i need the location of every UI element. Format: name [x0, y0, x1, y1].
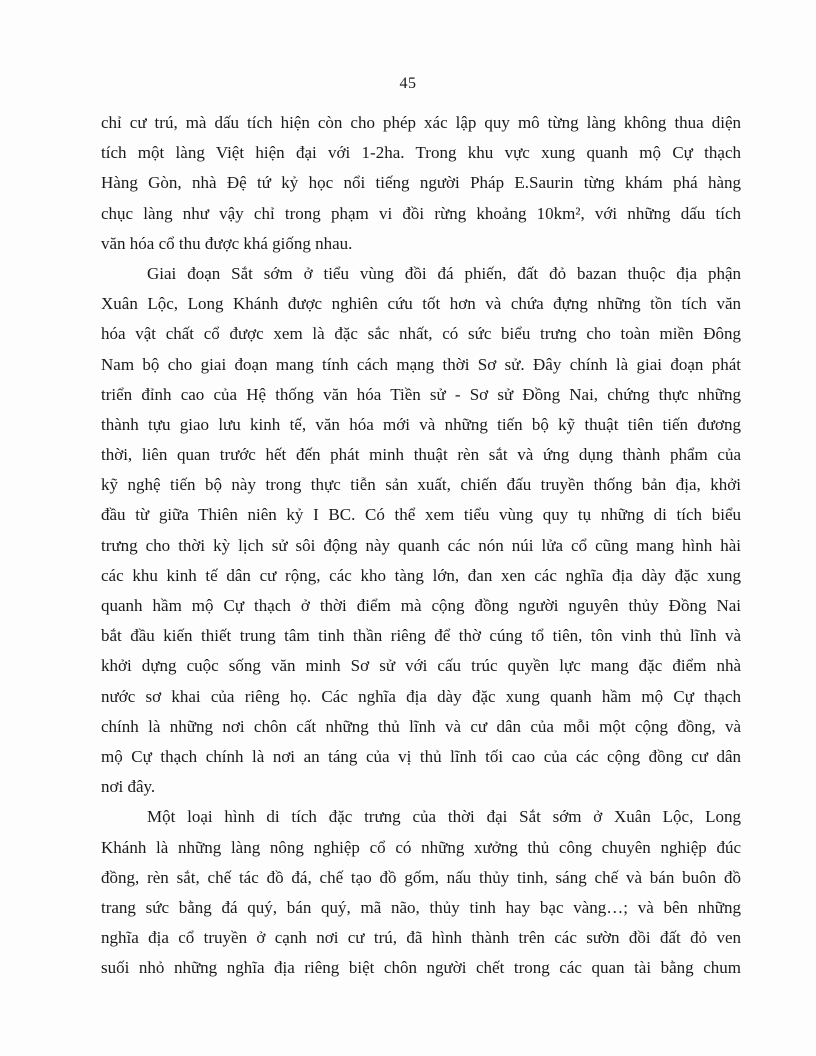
text-line: tích một làng Việt hiện đại với 1-2ha. Trong khu vực xung quanh mộ Cự thạch: [101, 143, 741, 163]
paragraph-2: [101, 259, 741, 802]
text-line: Nam bộ cho giai đoạn mang tính cách mạng thời Sơ sử. Đây chính là giai đoạn phát: [101, 354, 741, 374]
text-line: chính là những nơi chôn cất những thủ lĩnh và cư dân của mỗi một cộng đồng, và: [101, 716, 741, 736]
text-line: Khánh là những làng nông nghiệp cổ có những xưởng thủ công chuyên nghiệp đúc: [101, 837, 741, 857]
text-line: thành tựu giao lưu kinh tế, văn hóa mới và những tiến bộ kỹ thuật tiên tiến đương: [101, 414, 741, 434]
text-line: Giai đoạn Sắt sớm ở tiểu vùng đồi đá phiến, đất đỏ bazan thuộc địa phận: [147, 263, 741, 283]
text-line: suối nhỏ những nghĩa địa riêng biệt chôn người chết trong các quan tài bằng chum: [101, 958, 741, 978]
text-line: đầu từ giữa Thiên niên kỷ I BC. Có thể xem tiểu vùng quy tụ những di tích biểu: [101, 505, 741, 525]
page-number: 45: [399, 75, 417, 92]
text-line: trưng cho thời kỳ lịch sử sôi động này quanh các nón núi lửa cổ cũng mang hình hài: [101, 535, 741, 555]
text-line: nơi đây.: [101, 777, 156, 797]
text-line: đồng, rèn sắt, chế tác đồ đá, chế tạo đồ gốm, nấu thủy tinh, sáng chế và bán buôn đồ: [101, 867, 741, 887]
text-line: chục làng như vậy chỉ trong phạm vi đồi rừng khoảng 10km², với những dấu tích: [101, 203, 741, 223]
text-line: nước sơ khai của riêng họ. Các nghĩa địa dày đặc xung quanh hầm mộ Cự thạch: [101, 686, 741, 706]
text-line: trang sức bằng đá quý, bán quý, mã não, thủy tinh hay bạc vàng…; và bên những: [101, 897, 741, 917]
text-line: Một loại hình di tích đặc trưng của thời đại Sắt sớm ở Xuân Lộc, Long: [147, 807, 741, 827]
text-line: mộ Cự thạch chính là nơi an táng của vị thủ lĩnh tối cao của các cộng đồng cư dân: [101, 746, 741, 766]
text-line: hóa vật chất cổ được xem là đặc sắc nhất, có sức biểu trưng cho toàn miền Đông: [101, 324, 741, 344]
text-line: các khu kinh tế dân cư rộng, các kho tàng lớn, đan xen các nghĩa địa dày đặc xung: [101, 565, 741, 585]
text-line: thời, liên quan trước hết đến phát minh thuật rèn sắt và ứng dụng thành phẩm của: [101, 445, 741, 465]
text-line: quanh hầm mộ Cự thạch ở thời điểm mà cộng đồng người nguyên thủy Đồng Nai: [101, 596, 741, 615]
text-line: Hàng Gòn, nhà Đệ tứ kỷ học nổi tiếng người Pháp E.Saurin từng khám phá hàng: [101, 173, 741, 193]
text-line: kỹ nghệ tiến bộ này trong thực tiễn sản xuất, chiến đấu truyền thống bản địa, khởi: [101, 475, 741, 495]
text-line: nghĩa địa cổ truyền ở cạnh nơi cư trú, đã hình thành trên các sườn đồi đất đỏ ven: [101, 928, 741, 948]
paragraph-1: [101, 108, 741, 259]
body-text: [101, 108, 741, 983]
text-line: chỉ cư trú, mà dấu tích hiện còn cho phép xác lập quy mô từng làng không thua diện: [101, 113, 741, 132]
text-line: bắt đầu kiến thiết trung tâm tinh thần riêng để thờ cúng tổ tiên, tôn vinh thủ lĩnh và: [101, 626, 741, 646]
text-line: triển đỉnh cao của Hệ thống văn hóa Tiền sử - Sơ sử Đồng Nai, chứng thực những: [101, 384, 741, 404]
text-line: khởi dựng cuộc sống văn minh Sơ sử với cấu trúc quyền lực mang đặc điểm nhà: [101, 656, 741, 676]
text-line: Xuân Lộc, Long Khánh được nghiên cứu tốt hơn và chứa đựng những tồn tích văn: [101, 294, 741, 314]
text-line: văn hóa cổ thu được khá giống nhau.: [101, 233, 353, 253]
paragraph-3: [101, 802, 741, 983]
